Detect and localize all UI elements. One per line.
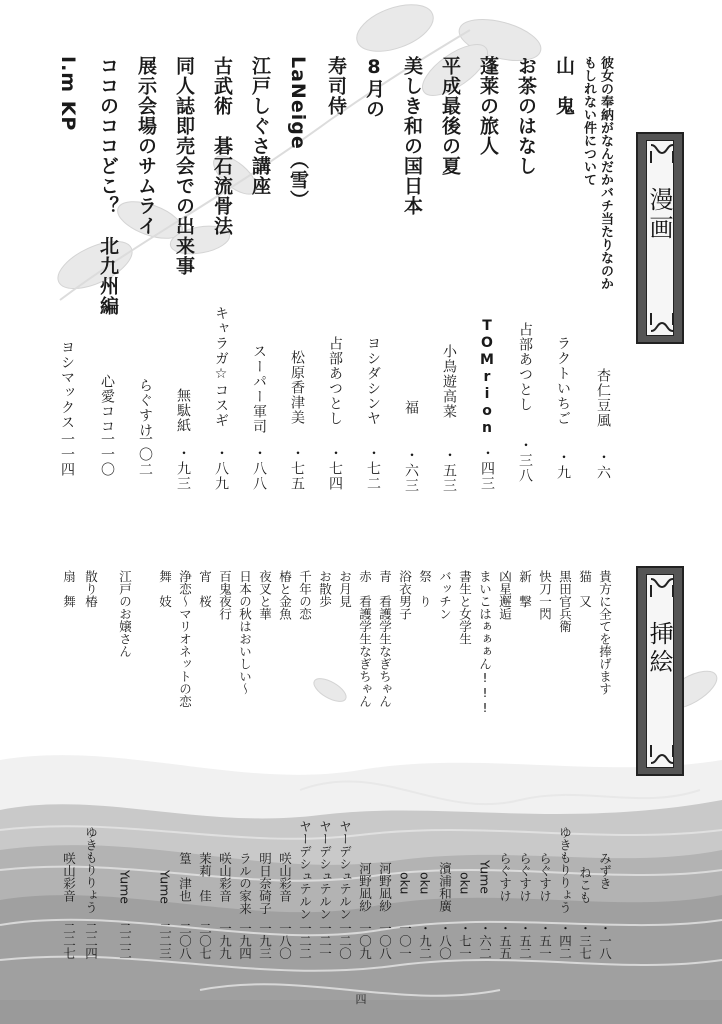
- toc-title: 快刀一閃: [537, 570, 553, 620]
- toc-title: 日本の秋はおいしい～: [237, 570, 253, 695]
- toc-page: ・五一: [537, 922, 553, 960]
- toc-page: 一二〇: [337, 922, 353, 960]
- toc-author: 心愛ココ: [99, 374, 115, 434]
- toc-page: ・六: [595, 450, 611, 480]
- section-label-manga: [636, 132, 684, 344]
- toc-page: ・八〇: [437, 922, 453, 960]
- toc-title: まいこはぁぁぁん!!!: [477, 570, 493, 715]
- toc-author: 篁 津也: [177, 852, 193, 902]
- toc-page: 一九四: [237, 922, 253, 960]
- toc-page: ・三七: [577, 922, 593, 960]
- toc-title: 彼女の奉納がなんだかバチ当たりなのかもしれない件について: [581, 56, 613, 290]
- ornament-bottom-icon: [649, 743, 675, 765]
- toc-author: ねこも: [577, 866, 593, 904]
- toc-author: 咲山彩音: [61, 852, 77, 902]
- toc-title: 同人誌即売会での出来事: [173, 56, 195, 276]
- toc-title: 浄恋～マリオネットの恋: [177, 570, 193, 708]
- toc-page: 一九九: [217, 922, 233, 960]
- toc-author: らぐすけ: [497, 852, 513, 902]
- toc-page: ・八八: [251, 446, 267, 491]
- toc-title: 椿と金魚: [277, 570, 293, 620]
- toc-page: 一二一: [317, 922, 333, 960]
- toc-page: 一一〇: [99, 432, 115, 477]
- toc-page: ・八九: [213, 446, 229, 491]
- toc-author: 明日奈碕子: [257, 852, 273, 915]
- toc-page: 二〇八: [177, 922, 193, 960]
- toc-page: 二二七: [61, 922, 77, 960]
- toc-author: ラクトいちご: [555, 336, 571, 426]
- toc-author: らぐすけ: [537, 852, 553, 902]
- toc-title: 貴方に全てを捧げます: [597, 570, 613, 695]
- toc-title: 書生と女学生: [457, 570, 473, 645]
- toc-page: 一一四: [59, 432, 75, 477]
- toc-page: 二二三: [157, 922, 173, 960]
- page-number: 四: [355, 993, 367, 1006]
- toc-title: 扇 舞: [61, 570, 77, 608]
- toc-page: ・一八: [597, 922, 613, 960]
- toc-author: 茉莉 佳: [197, 852, 213, 902]
- toc-author: ヨシダシンヤ: [365, 336, 381, 426]
- toc-author: キャラガ☆コスギ: [213, 306, 229, 428]
- toc-title: 蓬莱の旅人: [477, 56, 499, 156]
- toc-page: ・四二: [557, 922, 573, 960]
- toc-title: 展示会場のサムライ: [135, 56, 157, 236]
- toc-title: 美しき和の国日本: [401, 56, 423, 216]
- toc-author: 咲山彩音: [217, 852, 233, 902]
- toc-title: お茶のはなし: [515, 56, 537, 176]
- toc-page: ・九: [555, 450, 571, 480]
- toc-page: ・七四: [327, 446, 343, 491]
- toc-page: ・九二: [417, 922, 433, 960]
- toc-page: 一〇二: [137, 432, 153, 477]
- toc-title: 夜叉と華: [257, 570, 273, 620]
- toc-title: 祭 り: [417, 570, 433, 608]
- toc-page: 一九三: [257, 922, 273, 960]
- toc-author: Yume: [477, 860, 493, 894]
- toc-page: ・六三: [403, 448, 419, 493]
- toc-author: ラルの家来: [237, 852, 253, 915]
- toc-author: 占部あつとし: [517, 322, 533, 412]
- toc-author: みずき: [597, 852, 613, 890]
- toc-author: らぐすけ: [137, 378, 153, 438]
- toc-title: 黒田官兵衛: [557, 570, 573, 633]
- toc-author: 濱浦和廣: [437, 862, 453, 912]
- toc-title: 凶星邂逅: [497, 570, 513, 620]
- section-label-illustration: [636, 566, 684, 776]
- toc-page: ・七二: [365, 446, 381, 491]
- toc-author: らぐすけ: [517, 852, 533, 902]
- section-title-illustration: 挿絵: [645, 621, 673, 677]
- toc-title: LaNeige（雪）: [287, 56, 309, 210]
- toc-author: 占部あつとし: [327, 336, 343, 426]
- toc-author: TOMrion: [479, 318, 495, 437]
- toc-author: 河野凪紗: [357, 862, 373, 912]
- toc-page: ・五三: [441, 448, 457, 493]
- toc-title: 江戸のお嬢さん: [117, 570, 133, 658]
- toc-page: 二〇七: [197, 922, 213, 960]
- toc-page: 二二二: [117, 922, 133, 960]
- toc-author: 河野凪紗: [377, 862, 393, 912]
- ornament-bottom-icon: [649, 311, 675, 333]
- toc-author: ヤーデシュテルン: [317, 820, 333, 920]
- toc-page: ・七五: [289, 446, 305, 491]
- toc-title: 百鬼夜行: [217, 570, 233, 620]
- toc-author: Yume: [157, 870, 173, 904]
- toc-title: 新 撃: [517, 570, 533, 608]
- toc-title: 平成最後の夏: [439, 56, 461, 176]
- toc-page: ・三八: [517, 438, 533, 483]
- toc-title: 江戸しぐさ講座: [249, 56, 271, 196]
- toc-title: 宵 桜: [197, 570, 213, 608]
- ornament-top-icon: [649, 143, 675, 165]
- toc-author: ゆきもりりょう: [83, 826, 99, 914]
- toc-title: 寿司侍: [325, 56, 347, 116]
- toc-page: ・七一: [457, 922, 473, 960]
- toc-page: 二二四: [83, 922, 99, 960]
- toc-author: ヨシマックス: [59, 340, 75, 430]
- toc-author: oku: [457, 872, 473, 895]
- section-title-manga: 漫画: [645, 187, 673, 243]
- toc-title: 猫 又: [577, 570, 593, 608]
- toc-title: ココのココどこ？ 北九州編: [97, 56, 119, 316]
- toc-author: ゆきもりりょう: [557, 826, 573, 914]
- toc-author: Yume: [117, 870, 133, 904]
- toc-title: 赤 看護学生なぎちゃん: [357, 570, 373, 708]
- toc-title: 千年の恋: [297, 570, 313, 620]
- toc-page: ・六二: [477, 922, 493, 960]
- toc-author: ヤーデシュテルン: [337, 820, 353, 920]
- toc-author: 福: [403, 400, 419, 415]
- toc-title: バッチン: [437, 570, 453, 620]
- toc-page: 一〇八: [377, 922, 393, 960]
- toc-author: 無駄紙: [175, 388, 191, 433]
- toc-author: スーパー軍司: [251, 344, 267, 434]
- toc-author: 小鳥遊高菜: [441, 344, 457, 419]
- toc-title: 古武術 碁石流骨法: [211, 56, 233, 236]
- toc-page: 一八〇: [277, 922, 293, 960]
- toc-title: お散歩: [317, 570, 333, 608]
- toc-page: ・五五: [497, 922, 513, 960]
- toc-page: ・四三: [479, 446, 495, 491]
- toc-author: ヤーデシュテルン: [297, 820, 313, 920]
- toc-page: 一二二: [297, 922, 313, 960]
- toc-title: 山 鬼: [553, 56, 575, 116]
- toc-title: I.m KP: [57, 56, 79, 132]
- section-label-frame: [646, 140, 674, 336]
- toc-title: 8月の: [363, 56, 385, 119]
- toc-author: 杏仁豆風: [595, 368, 611, 428]
- toc-page: 一〇九: [357, 922, 373, 960]
- section-label-frame: [646, 574, 674, 768]
- toc-author: 松原香津美: [289, 350, 305, 425]
- toc-title: 浴衣男子: [397, 570, 413, 620]
- toc-page: ・九三: [175, 446, 191, 491]
- ornament-top-icon: [649, 577, 675, 599]
- toc-author: oku: [417, 872, 433, 895]
- toc-page: ・五二: [517, 922, 533, 960]
- toc-author: 咲山彩音: [277, 852, 293, 902]
- toc-page: 一〇一: [397, 922, 413, 960]
- toc-title: 青 看護学生なぎちゃん: [377, 570, 393, 708]
- toc-title: 舞 妓: [157, 570, 173, 608]
- toc-author: oku: [397, 872, 413, 895]
- toc-title: お月見: [337, 570, 353, 608]
- toc-title: 散り椿: [83, 570, 99, 608]
